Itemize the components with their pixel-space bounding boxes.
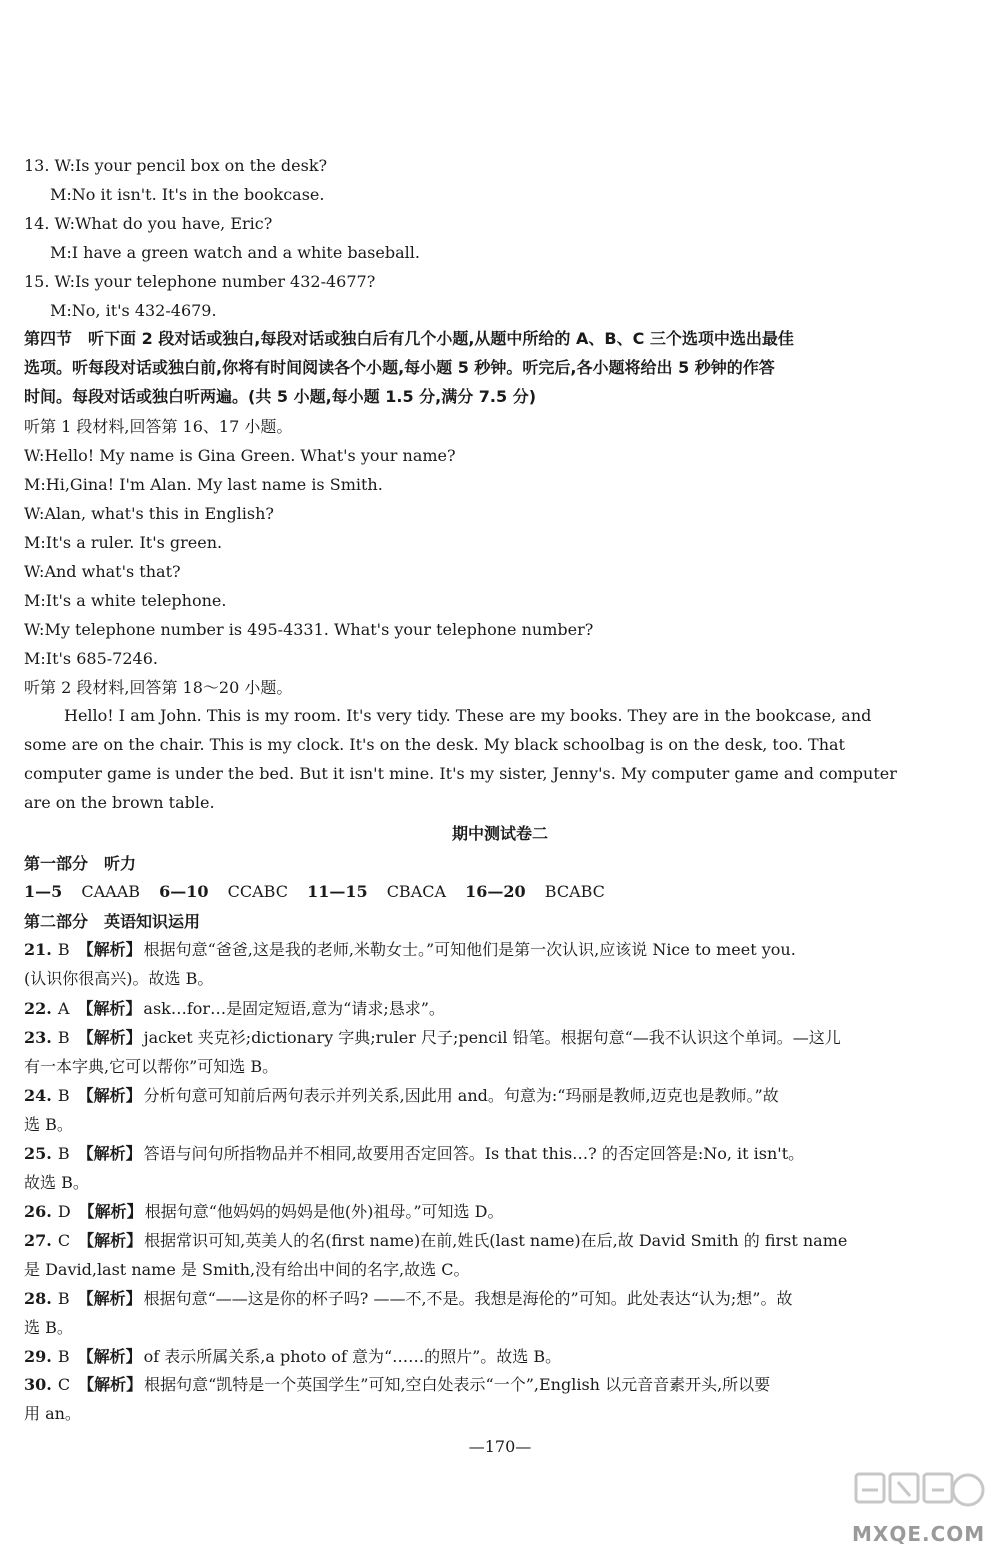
item-number: 21. [24,940,52,959]
explanation-item [24,1085,779,1107]
item-number: 26. [24,1202,52,1221]
material2-intro: 听第 2 段材料,回答第 18～20 小题。 [24,678,293,697]
passage-line: are on the brown table. [24,793,215,812]
item-text-continued: 选 B。 [24,1318,73,1337]
explanation-item [24,1230,847,1252]
item-text: jacket 夹克衫;dictionary 字典;ruler 尺子;pencil 铅笔。根据句意“—我不认识这个单词。—这儿 [143,1028,841,1047]
passage-line: Hello! I am John. This is my room. It's very tidy. These are my books. They are in the bookcase, and [64,706,872,725]
passage-line: some are on the chair. This is my clock. It's on the desk. My black schoolbag is on the desk, too. That [24,735,845,754]
page-number: —170— [468,1437,532,1456]
passage-line: computer game is under the bed. But it isn't mine. It's my sister, Jenny's. My computer game and computer [24,764,897,783]
item-answer: B [57,940,70,959]
item-text: 答语与问句所指物品并不相同,故要用否定回答。Is that this…? 的否定回答是:No, it isn't。 [143,1144,805,1163]
q15-w: 15. W:Is your telephone number 432-4677? [24,272,376,291]
item-number: 23. [24,1028,52,1047]
analysis-tag: 【解析】 [77,1086,142,1105]
q13-m: M:No it isn't. It's in the bookcase. [50,185,325,204]
answer-range: 6—10 [159,882,209,901]
explanation-item [24,939,796,961]
item-text-continued: 有一本字典,它可以帮你”可知选 B。 [24,1057,279,1076]
analysis-tag: 【解析】 [77,1028,142,1047]
item-text-continued: 用 an。 [24,1404,81,1423]
answer-letters: BCABC [544,882,605,901]
section4-instruction-2: 选项。听每段对话或独白前,你将有时间阅读各个小题,每小题 5 秒钟。听完后,各小题将给出 5 秒钟的作答 [24,358,775,377]
answer-key-row [24,881,605,903]
item-number: 22. [24,999,52,1018]
dialogue-line: W:And what's that? [24,562,181,581]
item-number: 30. [24,1375,52,1394]
part1-heading: 第一部分 听力 [24,854,137,873]
analysis-tag: 【解析】 [78,1375,143,1394]
analysis-tag: 【解析】 [77,999,142,1018]
item-text: 根据句意“他妈妈的妈妈是他(外)祖母。”可知选 D。 [144,1202,504,1221]
answer-range: 16—20 [465,882,526,901]
item-text: 分析句意可知前后两句表示并列关系,因此用 and。句意为:“玛丽是教师,迈克也是教师。”故 [143,1086,779,1105]
explanation-item [24,1346,561,1368]
part2-heading: 第二部分 英语知识运用 [24,912,201,931]
item-text-continued: 是 David,last name 是 Smith,没有给出中间的名字,故选 C。 [24,1260,470,1279]
item-text: 根据句意“——这是你的杯子吗? ——不,不是。我想是海伦的”可知。此处表达“认为;想”。故 [143,1289,793,1308]
answer-range: 11—15 [307,882,368,901]
material1-intro: 听第 1 段材料,回答第 16、17 小题。 [24,417,293,436]
watermark-text: MXQE.COM [852,1522,986,1546]
item-number: 27. [24,1231,52,1250]
answer-letters: CAAAB [81,882,141,901]
item-answer: C [57,1231,71,1250]
analysis-tag: 【解析】 [78,1202,143,1221]
analysis-tag: 【解析】 [78,1231,143,1250]
analysis-tag: 【解析】 [77,1347,142,1366]
q14-m: M:I have a green watch and a white baseball. [50,243,420,262]
item-text: 根据常识可知,英美人的名(first name)在前,姓氏(last name)在后,故 David Smith 的 first name [144,1231,848,1250]
answer-range: 1—5 [24,882,63,901]
section4-instruction-3: 时间。每段对话或独白听两遍。(共 5 小题,每小题 1.5 分,满分 7.5 分) [24,387,537,406]
exam-title: 期中测试卷二 [451,824,548,843]
analysis-tag: 【解析】 [77,1289,142,1308]
q14-w: 14. W:What do you have, Eric? [24,214,273,233]
dialogue-line: W:Hello! My name is Gina Green. What's your name? [24,446,456,465]
item-answer: B [57,1144,70,1163]
analysis-tag: 【解析】 [77,940,142,959]
section4-instruction-1: 第四节 听下面 2 段对话或独白,每段对话或独白后有几个小题,从题中所给的 A、B、C 三个选项中选出最佳 [24,329,794,348]
item-answer: D [57,1202,71,1221]
explanation-item [24,1374,770,1396]
explanation-item [24,1027,841,1049]
dialogue-line: M:It's 685-7246. [24,649,158,668]
item-text: ask…for…是固定短语,意为“请求;恳求”。 [143,999,445,1018]
analysis-tag: 【解析】 [77,1144,142,1163]
item-answer: A [57,999,70,1018]
item-text-continued: (认识你很高兴)。故选 B。 [24,969,214,988]
explanation-item [24,1288,793,1310]
item-text-continued: 故选 B。 [24,1173,89,1192]
item-number: 29. [24,1347,52,1366]
dialogue-line: M:It's a white telephone. [24,591,227,610]
answer-letters: CCABC [227,882,288,901]
item-text-continued: 选 B。 [24,1115,73,1134]
answer-letters: CBACA [386,882,447,901]
item-number: 25. [24,1144,52,1163]
explanation-item [24,998,445,1020]
item-number: 28. [24,1289,52,1308]
dialogue-line: M:Hi,Gina! I'm Alan. My last name is Smith. [24,475,383,494]
item-answer: B [57,1347,70,1366]
q15-m: M:No, it's 432-4679. [50,301,217,320]
dialogue-line: W:My telephone number is 495-4331. What's your telephone number? [24,620,594,639]
item-answer: B [57,1086,70,1105]
item-text: 根据句意“凯特是一个英国学生”可知,空白处表示“一个”,English 以元音音素开头,所以要 [144,1375,771,1394]
item-answer: B [57,1289,70,1308]
item-text: of 表示所属关系,a photo of 意为“……的照片”。故选 B。 [143,1347,562,1366]
item-answer: B [57,1028,70,1047]
item-number: 24. [24,1086,52,1105]
item-text: 根据句意“爸爸,这是我的老师,米勒女士。”可知他们是第一次认识,应该说 Nice to meet you. [143,940,796,959]
explanation-item [24,1201,503,1223]
item-answer: C [57,1375,71,1394]
explanation-item [24,1143,804,1165]
dialogue-line: W:Alan, what's this in English? [24,504,275,523]
dialogue-line: M:It's a ruler. It's green. [24,533,223,552]
q13-w: 13. W:Is your pencil box on the desk? [24,156,328,175]
